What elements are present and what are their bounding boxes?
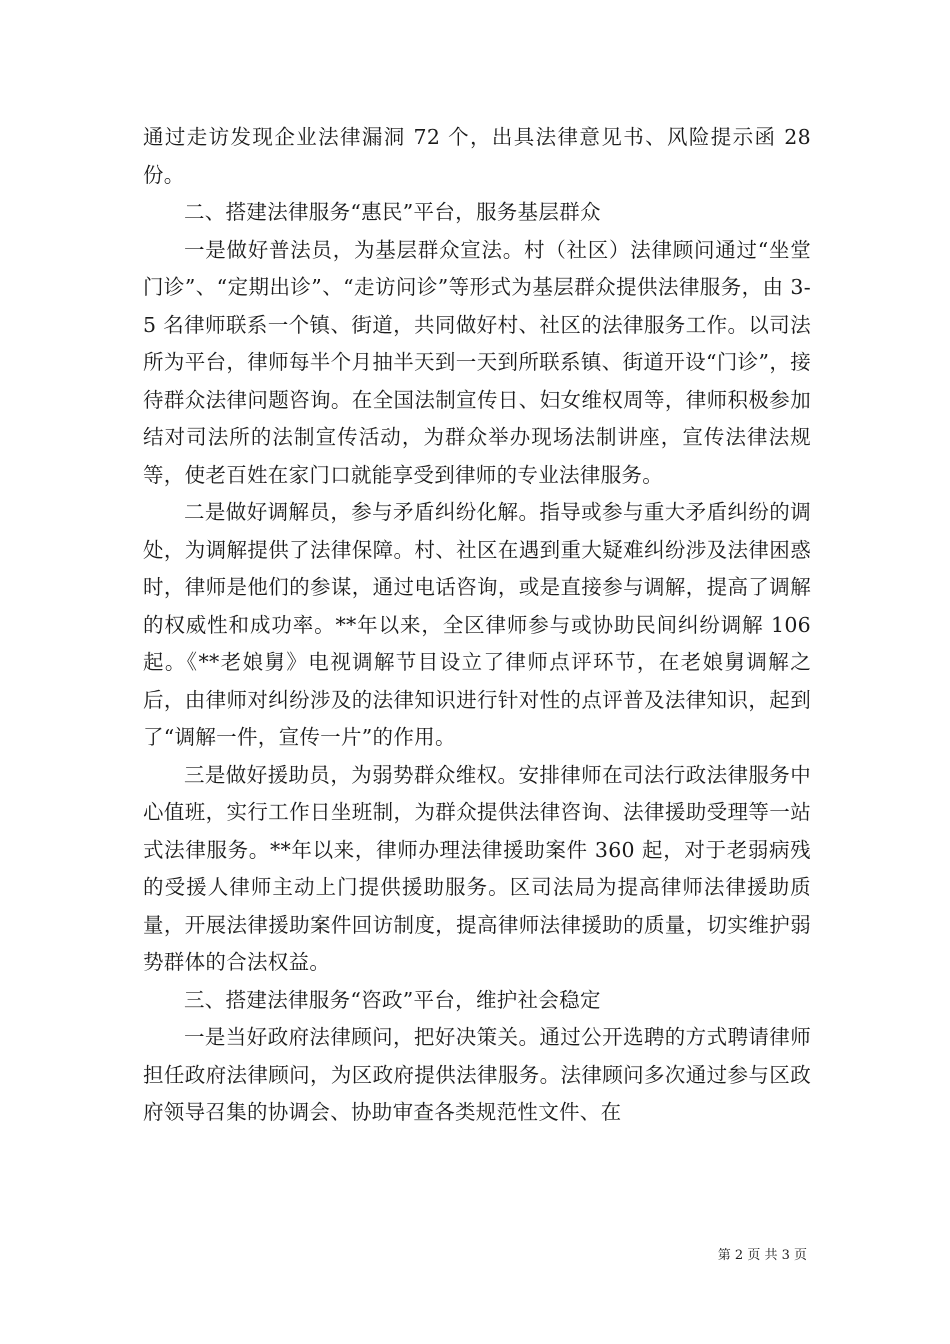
section-heading-2: 二、搭建法律服务“惠民”平台，服务基层群众 bbox=[184, 200, 601, 224]
paragraph-7: 一是当好政府法律顾问，把好决策关。通过公开选聘的方式聘请律师担任政府法律顾问，为区政府提供法律服务。法律顾问多次通过参与区政府领导召集的协调会、协助审查各类规范性文件、在 bbox=[143, 1025, 811, 1124]
paragraph-1: 通过走访发现企业法律漏洞 72 个，出具法律意见书、风险提示函 28 份。 bbox=[143, 125, 811, 187]
paragraph-4: 二是做好调解员，参与矛盾纠纷化解。指导或参与重大矛盾纠纷的调处，为调解提供了法律保障。村、社区在遇到重大疑难纠纷涉及法律困惑时，律师是他们的参谋，通过电话咨询，或是直接参与调解，提高了调解的权威性和成功率。**年以来，全区律师参与或协助民间纠纷调解 106 起。《**老娘舅》电视调解节目设立了律师点评环节，在老娘舅调解之后，由律师对纠纷涉及的法律知识进行针对性的点评普及法律知识，起到了“调解一件，宣传一片”的作用。 bbox=[143, 500, 811, 749]
page-number-footer: 第 2 页 共 3 页 bbox=[717, 1248, 807, 1263]
section-heading-3: 三、搭建法律服务“咨政”平台，维护社会稳定 bbox=[184, 987, 601, 1012]
document-body bbox=[143, 119, 811, 1132]
paragraph-3: 一是做好普法员，为基层群众宣法。村（社区）法律顾问通过“坐堂门诊”、“定期出诊”、“走访问诊”等形式为基层群众提供法律服务，由 3-5 名律师联系一个镇、街道，共同做好村、社区的法律服务工作。以司法所为平台，律师每半个月抽半天到一天到所联系镇、街道开设“门诊”，接待群众法律问题咨询。在全国法制宣传日、妇女维权周等，律师积极参加结对司法所的法制宣传活动，为群众举办现场法制讲座，宣传法律法规等，使老百姓在家门口就能享受到律师的专业法律服务。 bbox=[143, 237, 811, 487]
paragraph-5: 三是做好援助员，为弱势群众维权。安排律师在司法行政法律服务中心值班，实行工作日坐班制，为群众提供法律咨询、法律援助受理等一站式法律服务。**年以来，律师办理法律援助案件 360 起，对于老弱病残的受援人律师主动上门提供援助服务。区司法局为提高律师法律援助质量，开展法律援助案件回访制度，提高律师法律援助的质量，切实维护弱势群体的合法权益。 bbox=[143, 762, 811, 974]
